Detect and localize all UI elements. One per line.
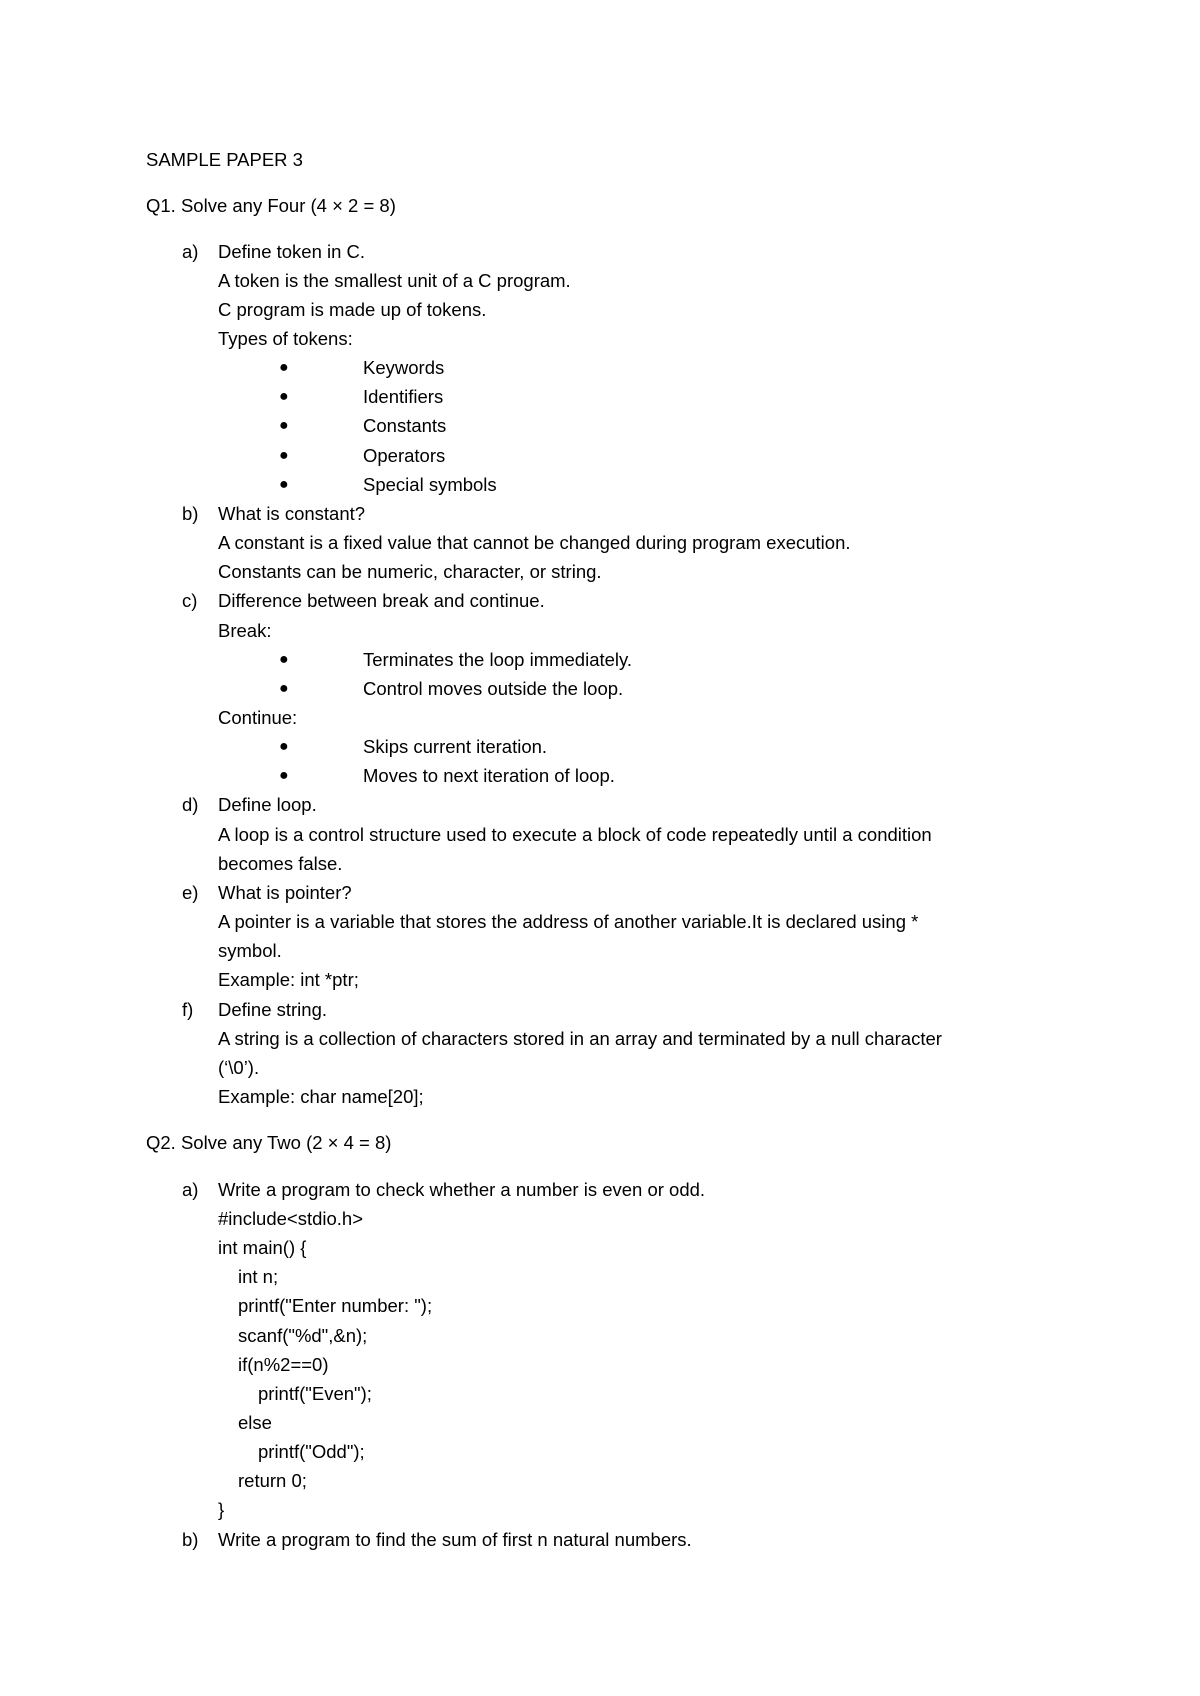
q1f-label: f) (182, 999, 194, 1020)
q1d-line: A loop is a control structure used to execute a block of code repeatedly until a condition (218, 824, 932, 845)
q1f-line: Example: char name[20]; (218, 1086, 424, 1107)
bullet-icon: ● (279, 476, 289, 493)
code-line: int main() { (218, 1237, 307, 1258)
q2b-label: b) (182, 1529, 199, 1550)
q2a-question: Write a program to check whether a number is even or odd. (218, 1179, 706, 1200)
q1b-line: Constants can be numeric, character, or string. (218, 561, 602, 582)
q1a-line: A token is the smallest unit of a C program. (218, 270, 571, 291)
q1f-question: Define string. (218, 999, 327, 1020)
q1c-break-label: Break: (218, 620, 272, 641)
code-line: if(n%2==0) (238, 1354, 329, 1375)
q1b-line: A constant is a fixed value that cannot be changed during program execution. (218, 532, 851, 553)
q1a-question: Define token in C. (218, 241, 366, 262)
bullet-icon: ● (279, 359, 289, 376)
code-line: else (238, 1412, 272, 1433)
q1c-break-bullet: Terminates the loop immediately. (363, 649, 633, 670)
q1f-line: (‘\0’). (218, 1057, 260, 1078)
bullet-icon: ● (279, 680, 289, 697)
q1c-label: c) (182, 590, 198, 611)
q1c-continue-bullet: Moves to next iteration of loop. (363, 765, 615, 786)
q2b-question: Write a program to find the sum of first n natural numbers. (218, 1529, 692, 1550)
code-line: #include<stdio.h> (218, 1208, 364, 1229)
q1c-question: Difference between break and continue. (218, 590, 545, 611)
q1a-bullet: Keywords (363, 357, 445, 378)
code-line: } (218, 1499, 225, 1520)
q1d-line: becomes false. (218, 853, 343, 874)
q1e-line: symbol. (218, 940, 282, 961)
code-line: return 0; (238, 1470, 307, 1491)
q1b-label: b) (182, 503, 199, 524)
q1c-break-bullet: Control moves outside the loop. (363, 678, 624, 699)
bullet-icon: ● (279, 417, 289, 434)
q1a-label: a) (182, 241, 199, 262)
code-line: int n; (238, 1266, 279, 1287)
bullet-icon: ● (279, 651, 289, 668)
q1c-continue-bullet: Skips current iteration. (363, 736, 548, 757)
q1e-question: What is pointer? (218, 882, 352, 903)
q1e-label: e) (182, 882, 199, 903)
paper-title: SAMPLE PAPER 3 (146, 149, 303, 170)
q1c-continue-label: Continue: (218, 707, 298, 728)
bullet-icon: ● (279, 738, 289, 755)
q1d-question: Define loop. (218, 794, 317, 815)
q1-heading: Q1. Solve any Four (4 × 2 = 8) (146, 195, 396, 216)
q1e-line: A pointer is a variable that stores the address of another variable.It is declared using * (218, 911, 919, 932)
q2-heading: Q2. Solve any Two (2 × 4 = 8) (146, 1132, 392, 1153)
q1e-line: Example: int *ptr; (218, 969, 359, 990)
code-line: printf("Even"); (258, 1383, 372, 1404)
q1a-bullet: Constants (363, 415, 447, 436)
q2a-label: a) (182, 1179, 199, 1200)
code-line: printf("Enter number: "); (238, 1295, 433, 1316)
bullet-icon: ● (279, 767, 289, 784)
code-line: printf("Odd"); (258, 1441, 365, 1462)
code-line: scanf("%d",&n); (238, 1325, 368, 1346)
bullet-icon: ● (279, 388, 289, 405)
q1a-bullet: Special symbols (363, 474, 497, 495)
q1a-line: Types of tokens: (218, 328, 353, 349)
q1a-bullet: Operators (363, 445, 446, 466)
q1b-question: What is constant? (218, 503, 366, 524)
q1a-line: C program is made up of tokens. (218, 299, 487, 320)
bullet-icon: ● (279, 447, 289, 464)
q1f-line: A string is a collection of characters stored in an array and terminated by a null character (218, 1028, 942, 1049)
q1d-label: d) (182, 794, 199, 815)
q1a-bullet: Identifiers (363, 386, 444, 407)
